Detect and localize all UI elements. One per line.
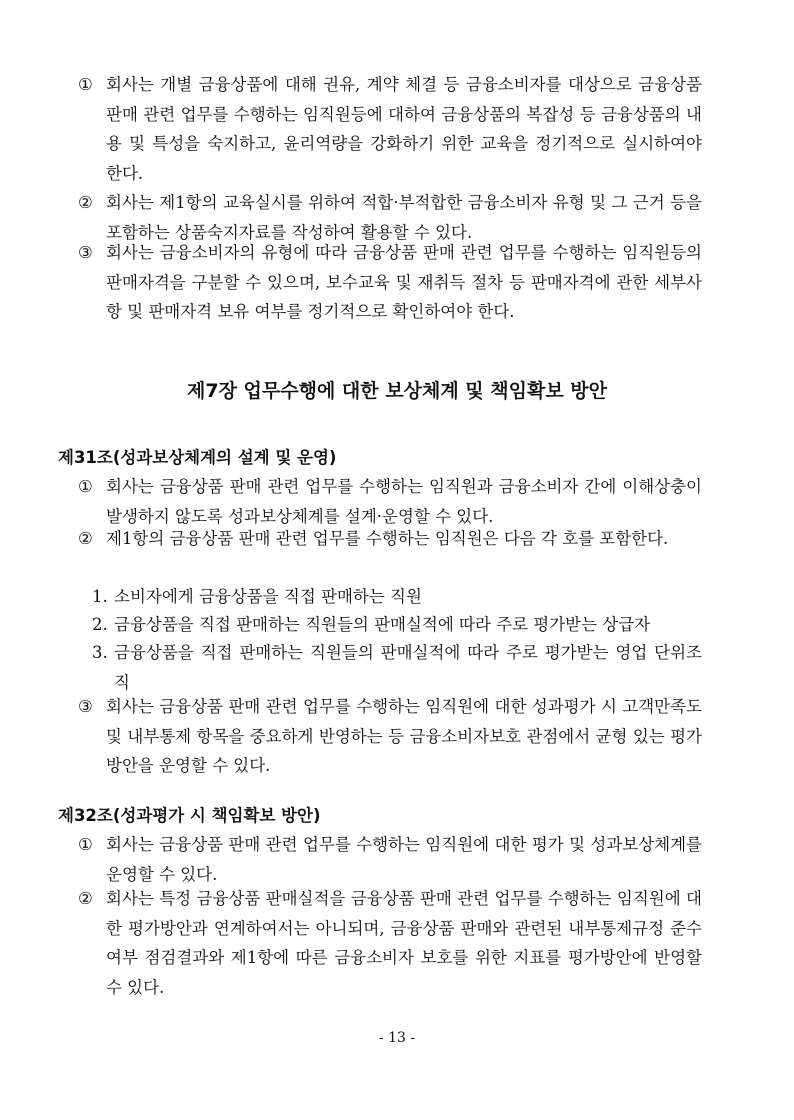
paragraph-text: 회사는 금융상품 판매 관련 업무를 수행하는 임직원에 대한 성과평가 시 고객만족도 및 내부통제 항목을 중요하게 반영하는 등 금융소비자보호 관점에서 균형 있는 평가방안을 운영할 수 있다.	[106, 697, 702, 775]
paragraph-text: 회사는 금융상품 판매 관련 업무를 수행하는 임직원과 금융소비자 간에 이해상충이 발생하지 않도록 성과보상체계를 설계·운영할 수 있다.	[106, 477, 702, 526]
article-32-paragraph-2	[78, 884, 702, 1002]
chapter-title: 제7장 업무수행에 대한 보상체계 및 책임확보 방안	[187, 380, 607, 402]
article-32-title: 제32조(성과평가 시 책임확보 방안)	[58, 806, 321, 825]
paragraph-number: ②	[78, 889, 93, 908]
paragraph-number: ②	[78, 193, 93, 212]
article-31-title: 제31조(성과보상체계의 설계 및 운영)	[58, 448, 337, 467]
paragraph-number: ②	[78, 529, 93, 548]
article-32-paragraph-1	[78, 830, 702, 889]
paragraph-number: ①	[78, 835, 93, 854]
paragraph-number: ①	[78, 75, 93, 94]
article-31-item-3	[92, 638, 702, 697]
paragraph-number: ③	[78, 697, 93, 716]
paragraph-text: 회사는 개별 금융상품에 대해 권유, 계약 체결 등 금융소비자를 대상으로 금융상품 판매 관련 업무를 수행하는 임직원등에 대하여 금융상품의 복잡성 등 금융상품의 내용 및 특성을 숙지하고, 윤리역량을 강화하기 위한 교육을 정기적으로 실시하여야 한다.	[106, 75, 702, 183]
paragraph-text: 회사는 특정 금융상품 판매실적을 금융상품 판매 관련 업무를 수행하는 임직원에 대한 평가방안과 연계하여서는 아니되며, 금융상품 판매와 관련된 내부통제규정 준수 여부 점검결과와 제1항에 따른 금융소비자 보호를 위한 지표를 평가방안에 반영할 수 있다.	[106, 889, 702, 997]
item-text: 금융상품을 직접 판매하는 직원들의 판매실적에 따라 주로 평가받는 상급자	[114, 615, 651, 634]
article-31-paragraph-2	[78, 524, 702, 554]
article-31-paragraph-1	[78, 472, 702, 531]
paragraph-text: 회사는 금융소비자의 유형에 따라 금융상품 판매 관련 업무를 수행하는 임직원등의 판매자격을 구분할 수 있으며, 보수교육 및 재취득 절차 등 판매자격에 관한 세부사항 및 판매자격 보유 여부를 정기적으로 확인하여야 한다.	[106, 243, 702, 321]
paragraph-text: 제1항의 금융상품 판매 관련 업무를 수행하는 임직원은 다음 각 호를 포함한다.	[106, 529, 669, 548]
article-31-item-2	[92, 610, 702, 640]
paragraph-number: ③	[78, 243, 93, 262]
page-number: - 13 -	[378, 1030, 416, 1046]
article-31-item-1	[92, 582, 702, 612]
item-number: 3.	[92, 643, 108, 662]
item-number: 1.	[92, 587, 108, 606]
paragraph-text: 회사는 제1항의 교육실시를 위하여 적합·부적합한 금융소비자 유형 및 그 근거 등을 포함하는 상품숙지자료를 작성하여 활용할 수 있다.	[106, 193, 702, 242]
paragraph-1	[78, 70, 702, 188]
paragraph-text: 회사는 금융상품 판매 관련 업무를 수행하는 임직원에 대한 평가 및 성과보상체계를 운영할 수 있다.	[106, 835, 702, 884]
item-text: 소비자에게 금융상품을 직접 판매하는 직원	[114, 587, 422, 606]
item-number: 2.	[92, 615, 108, 634]
paragraph-number: ①	[78, 477, 93, 496]
item-text: 금융상품을 직접 판매하는 직원들의 판매실적에 따라 주로 평가받는 영업 단위조직	[114, 643, 702, 692]
article-31-paragraph-3	[78, 692, 702, 781]
paragraph-3	[78, 238, 702, 327]
